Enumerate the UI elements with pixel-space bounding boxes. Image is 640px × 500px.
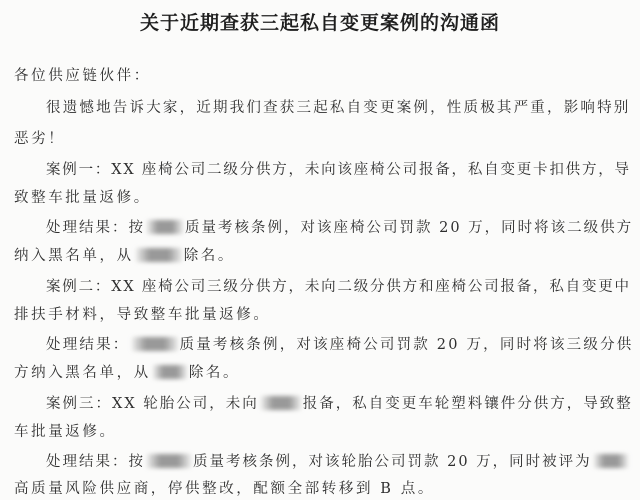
result2-line-1-end: 质量考核条例，对该座椅公司罚款 20 万，同时将该三级分供 [179,337,634,353]
document-title: 关于近期查获三起私自变更案例的沟通函 [139,12,500,34]
result1-line-2-end: 除名。 [183,248,236,264]
case1-line-2: 致整车批量返修。 [14,190,151,206]
salutation: 各位供应链伙伴： [14,68,151,84]
result1-line-1-end: 质量考核条例，对该座椅公司罚款 20 万，同时将该二级供方 [185,220,634,236]
redaction-blur [261,396,301,410]
intro-line-2: 恶劣！ [14,131,66,147]
result2-line-2-start: 方纳入黑名单，从 [14,365,151,381]
case3-line-1-start: 案例三：XX 轮胎公司，未向 [46,396,259,412]
result3-line-1 [46,450,630,471]
case2-line-1: 案例二：XX 座椅公司三级分供方，未向二级分供方和座椅公司报备，私自变更中 [46,279,631,295]
case3-line-1 [46,392,633,413]
result3-line-1-start: 处理结果：按 [46,454,145,470]
intro-line-1: 很遗憾地告诉大家，近期我们查获三起私自变更案例，性质极其严重，影响特别 [46,100,631,116]
result2-line-1 [46,333,633,354]
result3-line-1-end: 质量考核条例，对该轮胎公司罚款 20 万，同时被评为 [193,454,592,470]
redaction-blur [132,337,178,351]
result2-line-1-start: 处理结果： [46,337,130,353]
result1-line-1 [46,216,633,237]
result2-line-2 [14,361,240,382]
result1-line-2 [14,244,235,265]
redaction-blur [153,365,187,379]
redaction-blur [594,454,628,468]
redaction-blur [147,454,191,468]
result3-line-2: 高质量风险供应商，停供整改，配额全部转移到 B 点。 [14,481,435,497]
case3-line-1-end: 报备，私自变更车轮塑料镶件分供方，导致整 [302,396,633,412]
case3-line-2: 车批量返修。 [14,424,117,440]
result1-line-2-start: 纳入黑名单，从 [14,248,134,264]
result1-line-1-start: 处理结果：按 [46,220,145,236]
case1-line-1: 案例一：XX 座椅公司二级分供方，未向该座椅公司报备，私自变更卡扣供方，导 [46,162,631,178]
result2-line-2-end: 除名。 [188,365,241,381]
redaction-blur [136,248,182,262]
redaction-blur [147,220,183,234]
case2-line-2: 排扶手材料，导致整车批量返修。 [14,307,271,323]
